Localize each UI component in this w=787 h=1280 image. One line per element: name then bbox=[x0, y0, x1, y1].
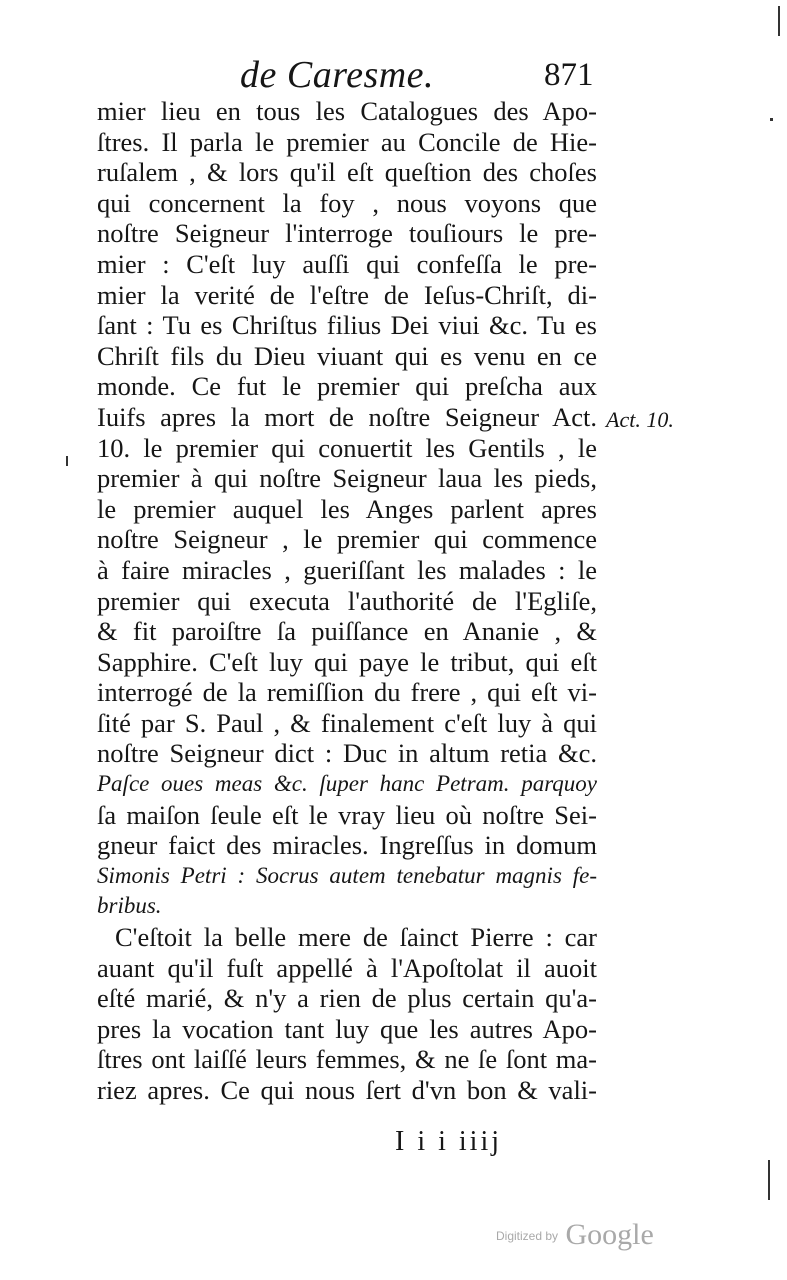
text-line: Chriſt fils du Dieu viuant qui es venu en ce bbox=[97, 340, 597, 371]
latin-quotation-line: bribus. bbox=[97, 893, 162, 919]
text-line: Iuifs apres la mort de noſtre Seigneur Act. bbox=[97, 401, 597, 432]
watermark-brand: Google bbox=[565, 1218, 654, 1251]
text-line: Sapphire. C'eſt luy qui paye le tribut, qui eſt bbox=[97, 646, 597, 677]
watermark-prefix: Digitized by bbox=[496, 1229, 559, 1243]
running-title: de Caresme. bbox=[240, 54, 435, 96]
text-line: & fit paroiſtre ſa puiſſance en Ananie , & bbox=[97, 616, 597, 647]
page-header bbox=[0, 52, 787, 98]
scan-speck bbox=[66, 456, 68, 466]
text-line: ruſalem , & lors qu'il eſt queſtion des choſes bbox=[97, 157, 597, 188]
text-line: mier : C'eſt luy auſſi qui confeſſa le pre- bbox=[97, 248, 597, 279]
text-line: qui concernent la foy , nous voyons que bbox=[97, 187, 597, 218]
paragraph-first-line: C'eſtoit la belle mere de ſainct Pierre : car bbox=[115, 922, 597, 953]
text-line: 10. le premier qui conuertit les Gentils , le bbox=[97, 432, 597, 463]
text-line: noſtre Seigneur , le premier qui commence bbox=[97, 524, 597, 555]
text-line: à faire miracles , gueriſſant les malades : le bbox=[97, 554, 597, 585]
margin-reference: Act. 10. bbox=[606, 407, 674, 432]
scan-speck bbox=[770, 118, 773, 121]
latin-quotation-line: Simonis Petri : Socrus autem tenebatur magnis fe- bbox=[97, 862, 597, 888]
page-number: 871 bbox=[544, 57, 594, 93]
text-line: gneur faict des miracles. Ingreſſus in domum bbox=[97, 830, 597, 861]
text-line: premier à qui noſtre Seigneur laua les pieds, bbox=[97, 463, 597, 494]
digitization-watermark bbox=[496, 1218, 654, 1252]
text-line: riez apres. Ce qui nous ſert d'vn bon & vali- bbox=[97, 1075, 597, 1105]
text-line: auant qu'il fuſt appellé à l'Apoſtolat il auoit bbox=[97, 952, 597, 983]
text-line: mier la verité de l'eſtre de Ieſus-Chriſt, di- bbox=[97, 279, 597, 310]
text-line: mier lieu en tous les Catalogues des Apo- bbox=[97, 96, 597, 126]
signature-mark: I i i iiij bbox=[395, 1126, 502, 1157]
text-line: ſa maiſon ſeule eſt le vray lieu où noſtre Sei- bbox=[97, 799, 597, 830]
scan-speck bbox=[778, 6, 780, 36]
text-line: interrogé de la remiſſion du frere , qui eſt vi- bbox=[97, 677, 597, 708]
text-line: ſité par S. Paul , & finalement c'eſt luy à qui bbox=[97, 707, 597, 738]
body-text bbox=[97, 96, 597, 1106]
text-line: ſtres. Il parla le premier au Concile de Hie- bbox=[97, 126, 597, 157]
text-line: monde. Ce fut le premier qui preſcha aux bbox=[97, 371, 597, 402]
text-line: noſtre Seigneur l'interroge touſiours le pre- bbox=[97, 218, 597, 249]
text-line: noſtre Seigneur dict : Duc in altum retia &c. bbox=[97, 738, 597, 769]
text-line: ſtres ont laiſſé leurs femmes, & ne ſe ſont ma- bbox=[97, 1044, 597, 1075]
text-line: pres la vocation tant luy que les autres Apo- bbox=[97, 1013, 597, 1044]
text-line: ſant : Tu es Chriſtus filius Dei viui &c. Tu es bbox=[97, 310, 597, 341]
text-line: le premier auquel les Anges parlent apres bbox=[97, 493, 597, 524]
text-line: eſté marié, & n'y a rien de plus certain qu'a- bbox=[97, 983, 597, 1014]
scan-speck bbox=[768, 1160, 770, 1200]
latin-quotation-line: Paſce oues meas &c. ſuper hanc Petram. parquoy bbox=[97, 771, 597, 797]
text-line: premier qui executa l'authorité de l'Egliſe, bbox=[97, 585, 597, 616]
